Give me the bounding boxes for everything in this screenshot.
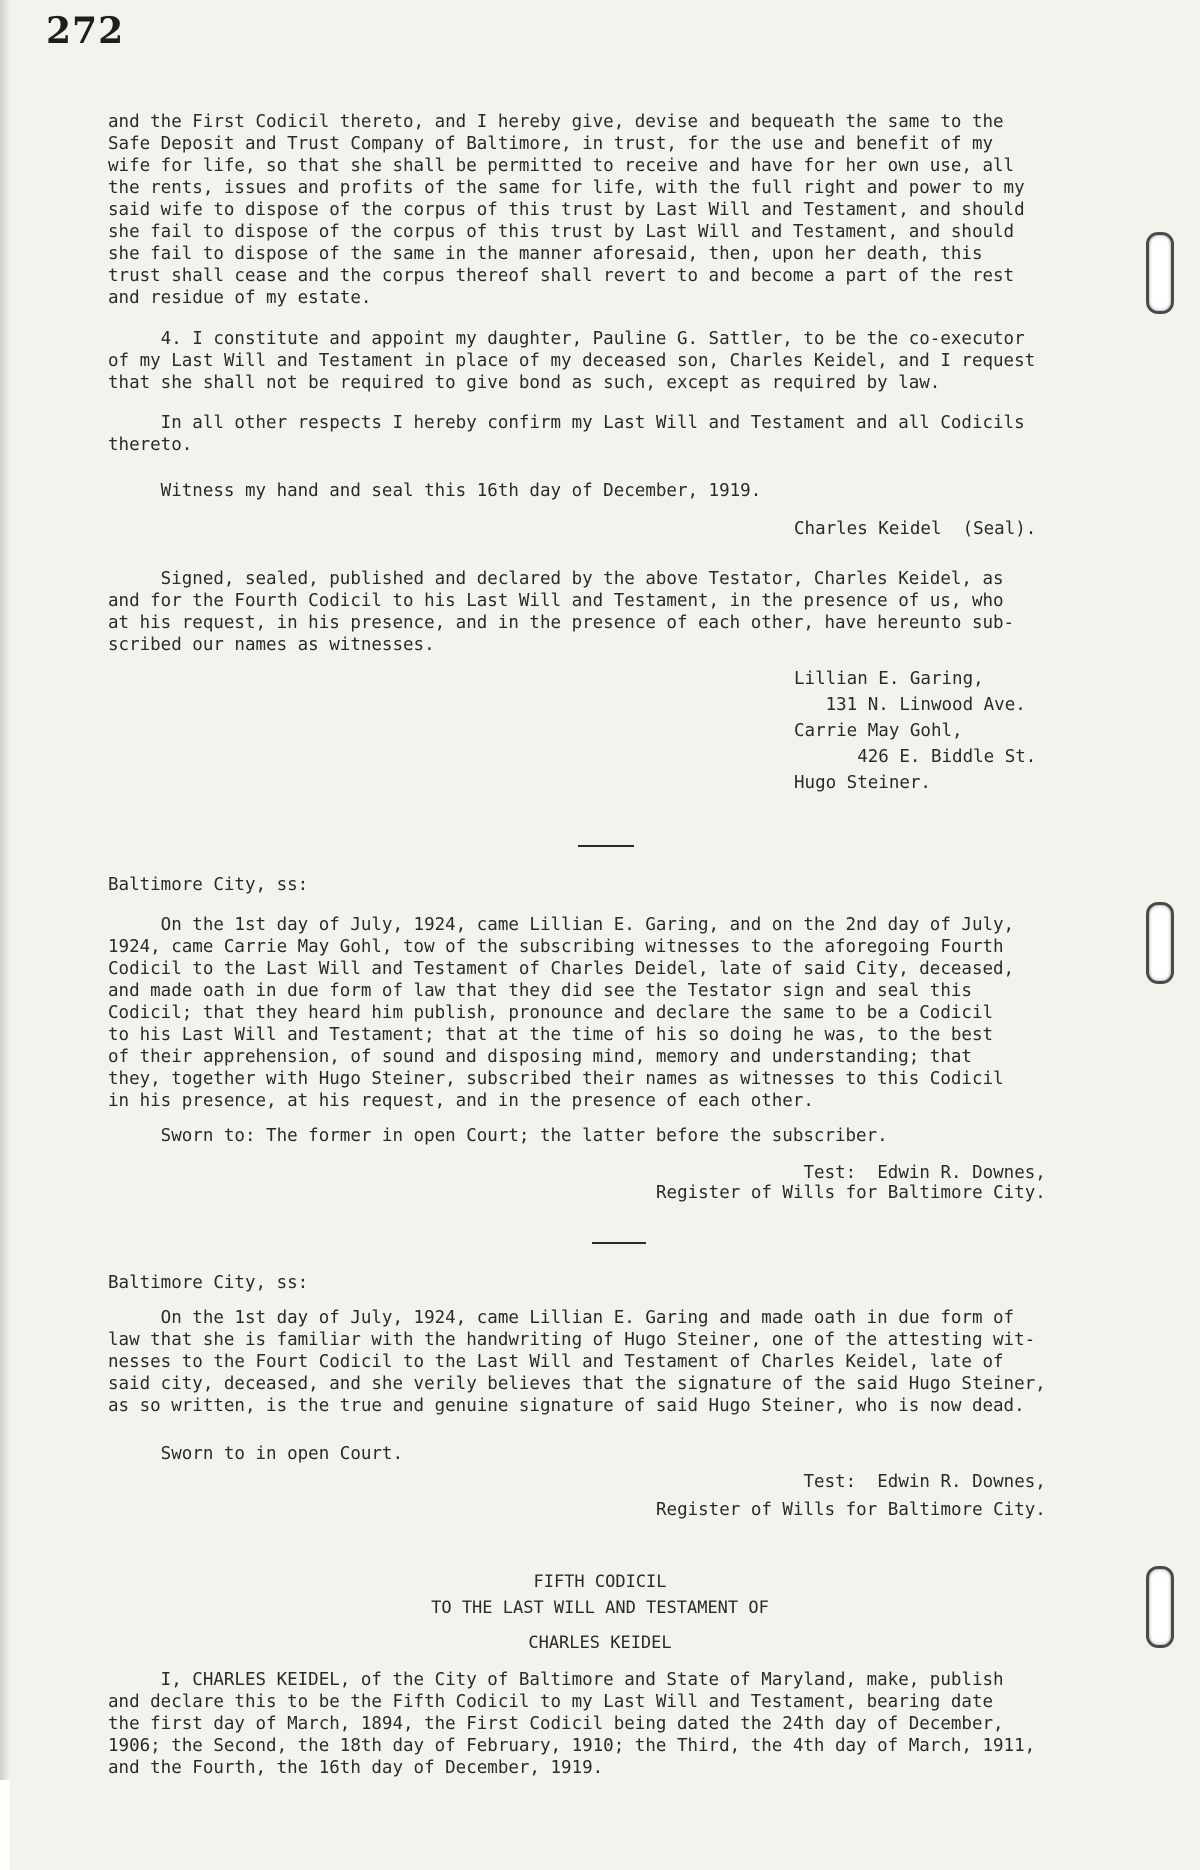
codicil-heading-title: FIFTH CODICIL — [533, 1572, 667, 1592]
paragraph-fifth-codicil: I, CHARLES KEIDEL, of the City of Baltimore and State of Maryland, make, publish and declare this to be the Fifth Codicil to my Last Will and Testament, bearing date the first day of March, 1894, the First Codicil being dated the 24th day of December, 1906; the Second, the 18th day of February, 1910; the Third, the 4th day of March, 1911, and the Fourth, the 16th day of December, 1919. — [108, 1670, 1036, 1778]
venue-baltimore-city: Baltimore City, ss: — [108, 1273, 309, 1293]
paragraph-handwriting-oath: On the 1st day of July, 1924, came Lillian E. Garing and made oath in due form of law that she is familiar with the handwriting of Hugo Steiner, one of the attesting wit- nesses to the Fourt Codicil to the Last Will and Testament of Charles Keidel, late of said city, deceased, and she verily believes that the signature of the said Hugo Steiner, as so written, is the true and genuine signature of said Hugo Steiner, who is now dead. — [108, 1308, 1046, 1416]
codicil-heading-subtitle: TO THE LAST WILL AND TESTAMENT OF — [431, 1598, 769, 1618]
section-divider — [592, 1242, 646, 1244]
paragraph-confirmation: In all other respects I hereby confirm my Last Will and Testament and all Codicils thereto. — [108, 413, 1025, 455]
page-corner-tear — [0, 1780, 10, 1870]
register-attestation-2: Test: Edwin R. Downes, Register of Wills for Baltimore City. — [656, 1472, 1046, 1520]
venue-baltimore-city: Baltimore City, ss: — [108, 875, 309, 895]
paragraph-sworn-open-court: Sworn to in open Court. — [108, 1444, 404, 1464]
witness-list: Lillian E. Garing, 131 N. Linwood Ave. Carrie May Gohl, 426 E. Biddle St. Hugo Steiner. — [794, 669, 1037, 793]
paragraph-trust-bequest: and the First Codicil thereto, and I hereby give, devise and bequeath the same to the Safe Deposit and Trust Company of Baltimore, in trust, for the use and benefit of my wife for life, so that she shall be permitted to receive and have for her own use, all the rents, issues and profits of the same for life, with the full right and power to my said wife to dispose of the corpus of this trust by Last Will and Testament, and should she fail to dispose of the corpus of this trust by Last Will and Testament, and should she fail to dispose of the same in the manner aforesaid, then, upon her death, this trust shall cease and the corpus thereof shall revert to and become a part of the rest and residue of my estate. — [108, 112, 1025, 308]
paragraph-witness-hand: Witness my hand and seal this 16th day of December, 1919. — [108, 481, 762, 501]
binder-hole — [1146, 232, 1174, 314]
paragraph-sworn-to: Sworn to: The former in open Court; the latter before the subscriber. — [108, 1126, 888, 1146]
section-divider — [578, 845, 634, 847]
testator-signature: Charles Keidel (Seal). — [794, 519, 1037, 539]
page-number: 272 — [46, 10, 125, 52]
paragraph-co-executor: 4. I constitute and appoint my daughter, Pauline G. Sattler, to be the co-executor of my Last Will and Testament in place of my deceased son, Charles Keidel, and I request that she shall not be required to give bond as such, except as required by law. — [108, 329, 1036, 393]
binder-hole — [1146, 902, 1174, 984]
codicil-heading-name: CHARLES KEIDEL — [528, 1633, 672, 1653]
binder-hole — [1146, 1566, 1174, 1648]
register-attestation-1: Test: Edwin R. Downes, Register of Wills for Baltimore City. — [656, 1163, 1046, 1203]
paragraph-attestation: Signed, sealed, published and declared by the above Testator, Charles Keidel, as and for the Fourth Codicil to his Last Will and Testament, in the presence of us, who at his request, in his presence, and in the presence of each other, have hereunto sub- scribed our names as witnesses. — [108, 569, 1015, 655]
paragraph-oath-of-witnesses: On the 1st day of July, 1924, came Lillian E. Garing, and on the 2nd day of July, 1924, came Carrie May Gohl, tow of the subscribing witnesses to the aforegoing Fourth Codicil to the Last Will and Testament of Charles Deidel, late of said City, deceased, and made oath in due form of law that they did see the Testator sign and seal this Codicil; that they heard him publish, pronounce and declare the same to be a Codicil to his Last Will and Testament; that at the time of his so doing he was, to the best of their apprehension, of sound and disposing mind, memory and understanding; that they, together with Hugo Steiner, subscribed their names as witnesses to this Codicil in his presence, at his request, and in the presence of each other. — [108, 915, 1015, 1111]
